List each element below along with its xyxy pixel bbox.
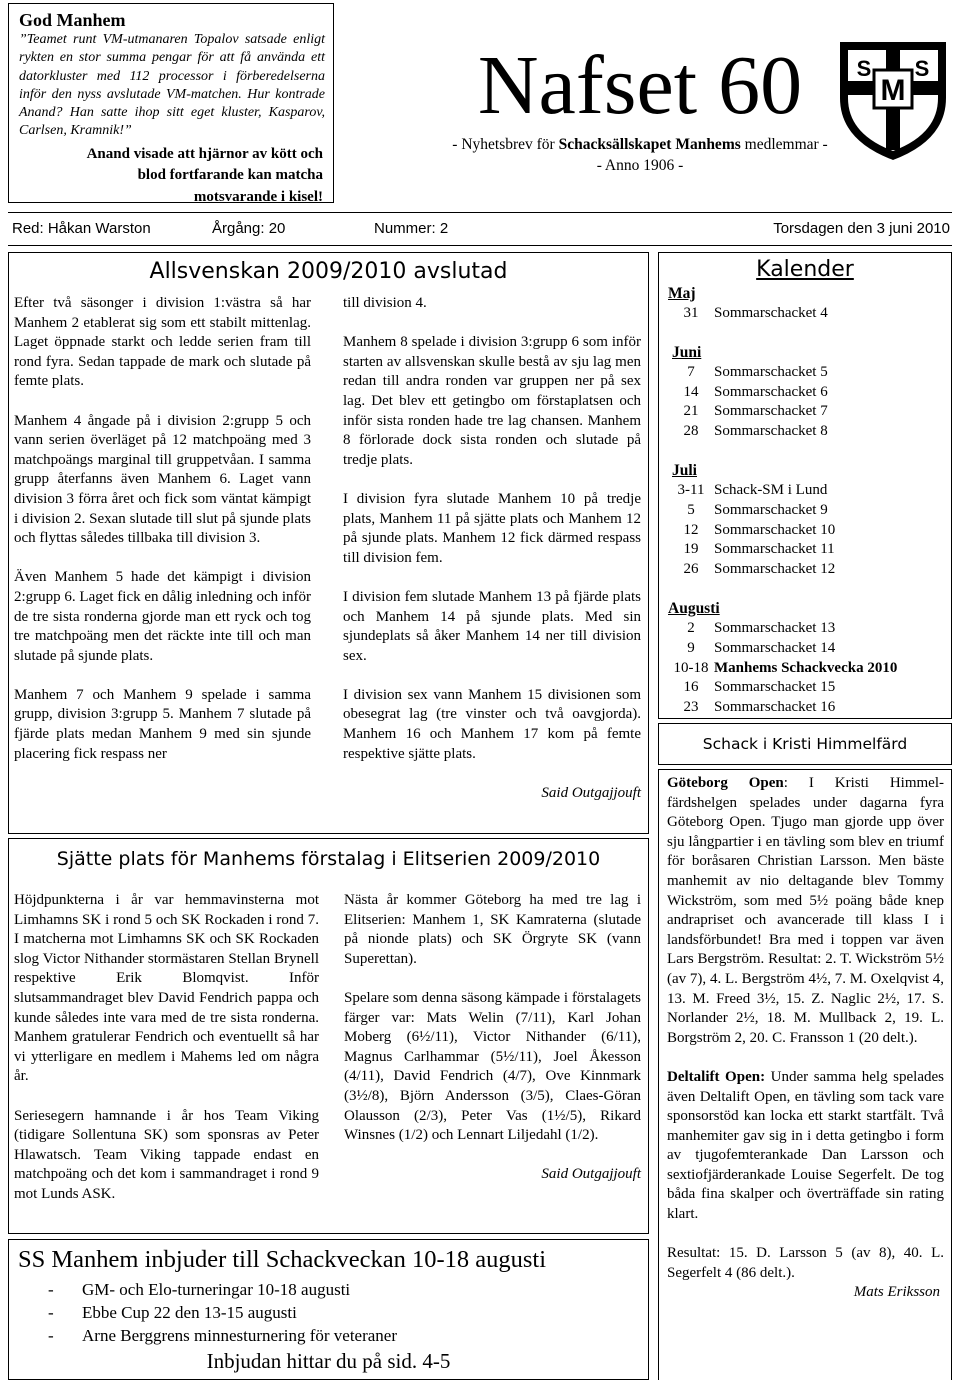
event-name: Sommarschacket 10 [714,521,836,538]
calendar-month [668,343,948,442]
schackveckan-footer: Inbjudan hittar du på sid. 4-5 [206,1349,451,1373]
month-name: Juni [672,343,702,361]
info-bar [8,212,952,246]
list-item [48,1301,638,1324]
calendar-event [668,422,948,442]
paragraph: Även Manhem 5 hade det kämpigt i division 2:grupp 6. Laget fick en dålig inledning och inför de tre sista ronderna gjorde man ett ryck och tog tre matchpoäng men det räckte inte till och man slutade på sjunde plats. [14,569,312,664]
article-elitserien-heading: Sjätte plats för Manhems förstalag i Elitserien 2009/2010 [56,848,601,870]
calendar-event [668,304,948,324]
event-name: Schack-SM i Lund [714,481,828,498]
calendar-event [668,659,948,679]
paragraph: Manhem 4 ångade på i division 2:grupp 5 och vann serien överläget på 12 matchpoäng med 3 matchpoängs marginal till gruppetvåan. I samma grupp återfanns även Manhem 6. Laget vann division 3 förra året och fick som väntat kämpigt i division 2. Sexan slutade till slut på sjunde plats och flyttas således tillbaka till division 3. [14,412,311,547]
article-elitserien-col2 [344,891,641,1185]
event-day: 31 [683,305,699,321]
punch-line-2: blod fortfarande kan matcha [137,167,323,184]
event-day: 23 [683,699,699,716]
paragraph [667,774,944,1048]
event-day: 9 [687,639,695,656]
bullet: - [48,1303,54,1322]
month-name: Maj [668,285,696,302]
event-day: 28 [683,423,699,440]
calendar-event [668,481,948,501]
svg-text:S: S [914,56,930,81]
paragraph: Nästa år kommer Göteborg ha med tre lag i Elitserien: Manhem 1, SK Kamraterna (slutade på nionde plats) och SK Örgryte SK (vann Superettan). [344,892,641,967]
event-name: Sommarschacket 13 [714,619,836,636]
calendar-event [668,402,948,422]
info-editor: Red: Håkan Warston [12,220,151,237]
event-name: Sommarschacket 8 [714,423,828,440]
calendar-event [668,639,948,659]
event-name: Sommarschacket 6 [714,383,828,400]
event-title: Göteborg Open [667,775,784,791]
article-elitserien-col1 [14,891,319,1205]
calendar-event [668,678,948,698]
bullet: - [48,1280,54,1299]
paragraph: Manhem 8 spelade i division 3:grupp 6 som inför starten av allsvenskan skulle bestå av sju lag men redan till andra ronden var gruppen ner på sex lag. Det blev ett getingbo om förstaplatsen och inför sista ronden hade tre lag chansen. Manhem 8 förlorade dock sista ronden och slutade på tredje plats. [343,334,641,468]
paragraph: Höjdpunkterna i år var hemmavinsterna mot Limhamns SK i rond 5 och SK Rockaden i rond 7. I matcherna mot Limhamns SK och SK Rockaden slog Victor Nithander stormästaren Stellan Brynell respektive Erik Blomqvist. Inför slutsammandraget blev David Fendrich pappa och kunde således inte vara med de tre sista ronderna. Manhem gratulerar Fendrich och eventuellt så har vi ytterligare en medlem i Mahems led om några år. [14,892,319,1085]
calendar-event [668,619,948,639]
info-volume: Årgång: 20 [212,220,286,237]
calendar-month [668,461,948,580]
paragraph: I division fem slutade Manhem 13 på fjärde plats och Manhem 14 på sjunde plats. Med sin sjundeplats så åker Manhem 14 ner till division sex. [343,588,641,664]
calendar-event [668,363,948,383]
calendar-event [668,540,948,560]
event-name: Sommarschacket 14 [714,639,836,656]
paragraph: Efter två säsonger i division 1:västra så har Manhem 2 etablerat sig som ett stabilt mittenlag. Laget öppnade starkt och ledde serien fram till rond fyra. Sedan tappade de mark och slutade på femte plats. [14,295,311,390]
calendar-event [668,501,948,521]
event-name: Sommarschacket 15 [714,679,836,696]
event-day: 19 [683,541,699,558]
quote-title: God Manhem [19,10,126,30]
calendar-event [668,521,948,541]
event-day: 2 [687,619,695,636]
paragraph: I division fyra slutade Manhem 10 på tredje plats, Manhem 11 på sjätte plats och Manhem 12 på sjunde plats. Manhem 12 fick därmed respass till division fem. [343,490,641,566]
subtitle-club: Schacksällskapet Manhems [558,136,741,153]
kristi-heading: Schack i Kristi Himmelfärd [702,735,908,753]
paragraph: Resultat: 15. D. Larsson 5 (av 8), 40. L. Segerfelt 4 (86 delt.). [667,1245,944,1281]
schackveckan-list [48,1278,638,1347]
list-item-text: Ebbe Cup 22 den 13-15 augusti [82,1303,297,1322]
svg-text:S: S [856,56,872,81]
event-day: 14 [683,383,699,400]
event-day: 5 [687,501,695,518]
article-allsvenskan-heading: Allsvenskan 2009/2010 avslutad [149,259,508,284]
punch-line-3: motsvarande i kisel! [193,188,323,205]
paragraph-text: Under samma helg spelades även Deltalift Open, en tävling som tack vare sponsorstöd kan locka ett starkt startfält. Två manhemiter gav sig in i detta getingbo i form av tjugofemterankade Dan Larsson och sextiofjärderankade Louise Segerfelt. De tog båda fina skalper och överträffade sin rating klart. [667,1068,944,1223]
event-title: Deltalift Open: [667,1068,766,1085]
article-allsvenskan-col2 [343,294,641,803]
calendar-event [668,383,948,403]
paragraph: Spelare som denna säsong kämpade i förstalagets färger var: Mats Welin (7/11), Karl Johan Moberg (6½/11), Victor Nithander (6/11), Magnus Carlhammar (5½/11), Joel Åkesson (4/11), David Fendrich (4/7), Ove Kinnmark (3½/8), Björn Andersson (3/5), Claes-Göran Olausson (2/3), Peter Vas (1½/5), Rikard Winsnes (1/2) och Lennart Liljedahl (1/2). [344,989,641,1144]
event-name: Sommarschacket 9 [714,501,828,518]
list-item [48,1324,638,1347]
calendar-event [668,698,948,718]
club-logo-icon [834,36,952,164]
event-name: Sommarschacket 5 [714,363,828,380]
event-day: 16 [683,679,699,696]
event-name: Sommarschacket 16 [714,699,836,716]
event-day: 3-11 [677,481,705,498]
list-item-text: Arne Berggrens minnesturnering för veteraner [82,1326,398,1345]
list-item [48,1278,638,1301]
paragraph-text: : I Kristi Himmel-färdshelgen spelades under dagarna fyra Göteborg Open. Tjugo man gjorde upp över sju långpartier i en tävling som blev en triumf för boråsaren Christian Larsson. Men bäste manhemit av nio deltagande blev Tommy Wickström, som med 5½ poäng både knep andrapriset och avancerade till klass I i landsförbundet! Bra med i toppen var även Lars Bergström. Resultat: 2. T. Wickström 5½ (av 7), 4. L. Bergström 4½, 7. M. Oxelqvist 4, 13. M. Freed 3½, 15. Z. Naglic 2½, 17. S. Norlander 2½, 18. M. Mullback 2, 19. L. Borgström 2, 20. C. Fransson 1 (20 delt.). [667,775,944,1046]
calendar-list [668,284,948,718]
punch-line-1: Anand visade att hjärnor av kött och [86,145,323,162]
paragraph: till division 4. [343,295,427,311]
paragraph: I division sex vann Manhem 15 divisionen som obesegrat lag (tre vinster och två oavgjorda). Manhem 16 och Manhem 17 kom på femte respektive sjätte plats. [343,686,641,762]
calendar-heading: Kalender [756,257,854,282]
quote-text: ”Teamet runt VM-utmanaren Topalov satsade enligt rykten en stor summa pengar för att få använda ett datorkluster med 112 processor i förberedelserna inför den nyss avslutade VM-matchen. Hur kontrade Anand? Han satte ihop sitt eget kluster, Kasparov, Carlsen, Kramnik!” [19,32,325,139]
event-name: Manhems Schackvecka 2010 [714,659,898,676]
svg-text:M: M [880,74,906,107]
masthead-title: Nafset 60 [477,39,803,132]
month-name: Juli [672,461,697,479]
event-day: 26 [683,561,699,578]
event-name: Sommarschacket 4 [714,305,828,321]
signature: Said Outgajjouft [541,1166,641,1183]
event-name: Sommarschacket 7 [714,403,828,420]
quote-box [8,3,334,203]
signature: Mats Eriksson [853,1284,940,1301]
subtitle-prefix: - Nyhetsbrev för [452,136,559,153]
kristi-body [667,774,944,1303]
calendar-month [668,599,948,718]
signature: Said Outgajjouft [541,784,641,801]
subtitle-suffix: medlemmar - [740,136,828,153]
masthead-anno: - Anno 1906 - [596,157,684,174]
paragraph [667,1068,944,1225]
article-allsvenskan-col1 [14,294,311,764]
event-day: 7 [687,363,695,380]
event-name: Sommarschacket 12 [714,561,836,578]
event-day: 10-18 [673,659,709,676]
quote-punch-line [19,144,325,209]
event-name: Sommarschacket 11 [714,541,835,558]
month-name: Augusti [668,599,720,617]
list-item-text: GM- och Elo-turneringar 10-18 augusti [82,1280,351,1299]
info-number: Nummer: 2 [374,220,449,237]
paragraph: Seriesegern hamnande i år hos Team Viking (tidigare Sollentuna SK) som sponsras av Peter Hlawatsch. Team Viking tappade endast en matchpoäng och det kom i sammandraget i rond 9 mot Lunds ASK. [14,1107,319,1202]
paragraph: Manhem 7 och Manhem 9 spelade i samma grupp, division 3:grupp 5. Manhem 7 slutade på fjärde plats medan Manhem 9 med sin sjunde placering fick respass ner [14,686,311,762]
info-date: Torsdagen den 3 juni 2010 [773,220,950,237]
calendar-event [668,560,948,580]
event-day: 21 [683,403,699,420]
calendar-month [668,284,948,324]
event-day: 12 [683,521,699,538]
bullet: - [48,1326,54,1345]
schackveckan-heading: SS Manhem inbjuder till Schackveckan 10-18 augusti [18,1246,547,1273]
